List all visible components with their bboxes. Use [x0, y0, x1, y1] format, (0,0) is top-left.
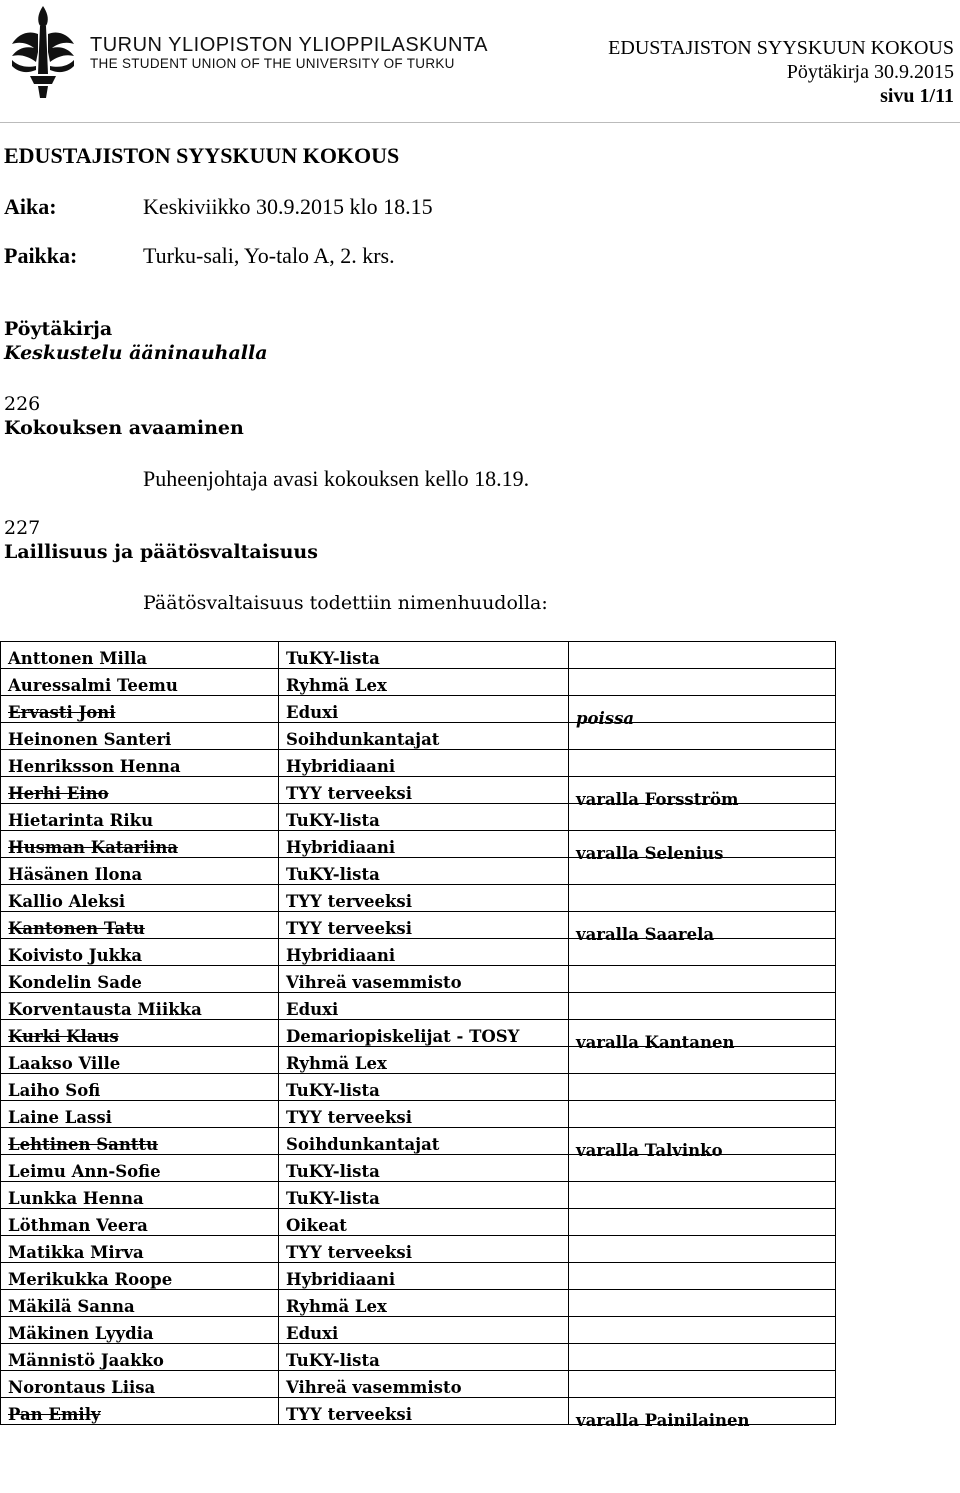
page-header-info [608, 36, 954, 108]
table-row [1, 1317, 836, 1344]
page-number: sivu 1/11 [880, 85, 954, 107]
member-note [569, 1317, 836, 1344]
member-note [569, 1182, 836, 1209]
member-group: Hybridiaani [279, 939, 569, 966]
table-row [1, 1398, 836, 1425]
table-row [1, 1101, 836, 1128]
member-name: Korventausta Miikka [1, 993, 279, 1020]
member-name: Auressalmi Teemu [1, 669, 279, 696]
place-label: Paikka: [4, 243, 78, 268]
member-group: Hybridiaani [279, 750, 569, 777]
table-row [1, 1371, 836, 1398]
table-row [1, 1128, 836, 1155]
attendance-note: poissa [576, 709, 635, 728]
header-divider [0, 122, 960, 123]
member-group: Soihdunkantajat [279, 1128, 569, 1155]
section-title: Kokouksen avaaminen [4, 417, 244, 439]
member-note [569, 642, 836, 669]
minutes-title: Pöytäkirja [4, 318, 113, 340]
member-note [569, 750, 836, 777]
member-name: Heinonen Santeri [1, 723, 279, 750]
table-row [1, 966, 836, 993]
member-name: Norontaus Liisa [1, 1371, 279, 1398]
section-number: 227 [4, 517, 41, 539]
organization-name-en: THE STUDENT UNION OF THE UNIVERSITY OF TURKU [90, 56, 455, 71]
member-group: TYY terveeksi [279, 1236, 569, 1263]
place-value: Turku-sali, Yo-talo A, 2. krs. [143, 243, 395, 268]
member-name: Merikukka Roope [1, 1263, 279, 1290]
member-group: TYY terveeksi [279, 885, 569, 912]
section-body: Puheenjohtaja avasi kokouksen kello 18.19. [143, 466, 530, 491]
member-note [569, 1101, 836, 1128]
member-note [569, 1074, 836, 1101]
member-group: Eduxi [279, 993, 569, 1020]
table-row [1, 1290, 836, 1317]
table-row [1, 723, 836, 750]
table-row [1, 1074, 836, 1101]
member-group: Soihdunkantajat [279, 723, 569, 750]
member-note [569, 669, 836, 696]
table-row [1, 642, 836, 669]
member-name: Lunkka Henna [1, 1182, 279, 1209]
member-group: Vihreä vasemmisto [279, 1371, 569, 1398]
table-row [1, 1182, 836, 1209]
member-note [569, 912, 836, 944]
section-title: Laillisuus ja päätösvaltaisuus [4, 541, 318, 563]
attendance-note: varalla Saarela [576, 925, 715, 944]
member-note [569, 1263, 836, 1290]
member-group: Oikeat [279, 1209, 569, 1236]
member-note [569, 831, 836, 863]
table-row [1, 993, 836, 1020]
member-group: TuKY-lista [279, 1155, 569, 1182]
member-name: Lehtinen Santtu [1, 1128, 279, 1155]
table-row [1, 912, 836, 939]
member-note [569, 1344, 836, 1371]
member-note [569, 1236, 836, 1263]
student-union-logo [8, 4, 78, 100]
organization-name-fi: TURUN YLIOPISTON YLIOPPILASKUNTA [90, 34, 488, 56]
document-title: EDUSTAJISTON SYYSKUUN KOKOUS [4, 143, 400, 168]
table-row [1, 777, 836, 804]
table-row [1, 696, 836, 723]
attendance-note: varalla Painilainen [576, 1411, 750, 1430]
member-group: TYY terveeksi [279, 1398, 569, 1425]
member-name: Mäkinen Lyydia [1, 1317, 279, 1344]
table-row [1, 831, 836, 858]
organization-name [90, 34, 488, 72]
attendance-note: varalla Kantanen [576, 1033, 735, 1052]
member-name: Kantonen Tatu [1, 912, 279, 939]
table-row [1, 1236, 836, 1263]
member-name: Husman Katariina [1, 831, 279, 858]
member-group: Hybridiaani [279, 1263, 569, 1290]
section-number: 226 [4, 393, 41, 415]
member-group: TuKY-lista [279, 1074, 569, 1101]
member-name: Kondelin Sade [1, 966, 279, 993]
member-name: Herhi Eino [1, 777, 279, 804]
member-name: Pan Emily [1, 1398, 279, 1425]
member-name: Henriksson Henna [1, 750, 279, 777]
table-row [1, 750, 836, 777]
member-group: TuKY-lista [279, 858, 569, 885]
header-document-date: Pöytäkirja 30.9.2015 [786, 61, 954, 83]
member-group: Ryhmä Lex [279, 1047, 569, 1074]
member-note [569, 966, 836, 993]
time-value: Keskiviikko 30.9.2015 klo 18.15 [143, 194, 433, 219]
member-group: Eduxi [279, 1317, 569, 1344]
member-group: Ryhmä Lex [279, 1290, 569, 1317]
member-group: Demariopiskelijat - TOSY [279, 1020, 569, 1047]
member-name: Laiho Sofi [1, 1074, 279, 1101]
member-group: Vihreä vasemmisto [279, 966, 569, 993]
member-note [569, 1290, 836, 1317]
member-group: TYY terveeksi [279, 1101, 569, 1128]
member-name: Kurki Klaus [1, 1020, 279, 1047]
member-name: Koivisto Jukka [1, 939, 279, 966]
member-name: Anttonen Milla [1, 642, 279, 669]
header-meeting-name: EDUSTAJISTON SYYSKUUN KOKOUS [608, 37, 954, 59]
member-group: Ryhmä Lex [279, 669, 569, 696]
member-name: Ervasti Joni [1, 696, 279, 723]
member-group: Eduxi [279, 696, 569, 723]
member-note [569, 777, 836, 809]
member-name: Mäkilä Sanna [1, 1290, 279, 1317]
member-group: TYY terveeksi [279, 777, 569, 804]
member-name: Laakso Ville [1, 1047, 279, 1074]
member-name: Männistö Jaakko [1, 1344, 279, 1371]
member-group: TuKY-lista [279, 1182, 569, 1209]
member-note [569, 696, 836, 728]
member-group: TuKY-lista [279, 1344, 569, 1371]
member-note [569, 1020, 836, 1052]
member-name: Matikka Mirva [1, 1236, 279, 1263]
member-group: TuKY-lista [279, 804, 569, 831]
section-body: Päätösvaltaisuus todettiin nimenhuudolla: [143, 592, 548, 614]
member-note [569, 1128, 836, 1160]
minutes-subtitle: Keskustelu ääninauhalla [4, 342, 268, 364]
table-row [1, 1344, 836, 1371]
member-note [569, 1398, 836, 1430]
member-note [569, 1209, 836, 1236]
table-row [1, 669, 836, 696]
attendance-note: varalla Talvinko [576, 1141, 723, 1160]
roll-call-table [0, 641, 836, 1430]
member-name: Leimu Ann-Sofie [1, 1155, 279, 1182]
member-group: TuKY-lista [279, 642, 569, 669]
table-row [1, 1209, 836, 1236]
member-group: TYY terveeksi [279, 912, 569, 939]
table-row [1, 885, 836, 912]
member-note [569, 993, 836, 1020]
member-note [569, 1371, 836, 1398]
member-name: Häsänen Ilona [1, 858, 279, 885]
attendance-note: varalla Selenius [576, 844, 724, 863]
attendance-note: varalla Forsström [576, 790, 739, 809]
time-label: Aika: [4, 194, 57, 219]
member-name: Kallio Aleksi [1, 885, 279, 912]
member-name: Laine Lassi [1, 1101, 279, 1128]
member-name: Hietarinta Riku [1, 804, 279, 831]
member-name: Löthman Veera [1, 1209, 279, 1236]
table-row [1, 1020, 836, 1047]
member-note [569, 885, 836, 912]
table-row [1, 1263, 836, 1290]
member-group: Hybridiaani [279, 831, 569, 858]
